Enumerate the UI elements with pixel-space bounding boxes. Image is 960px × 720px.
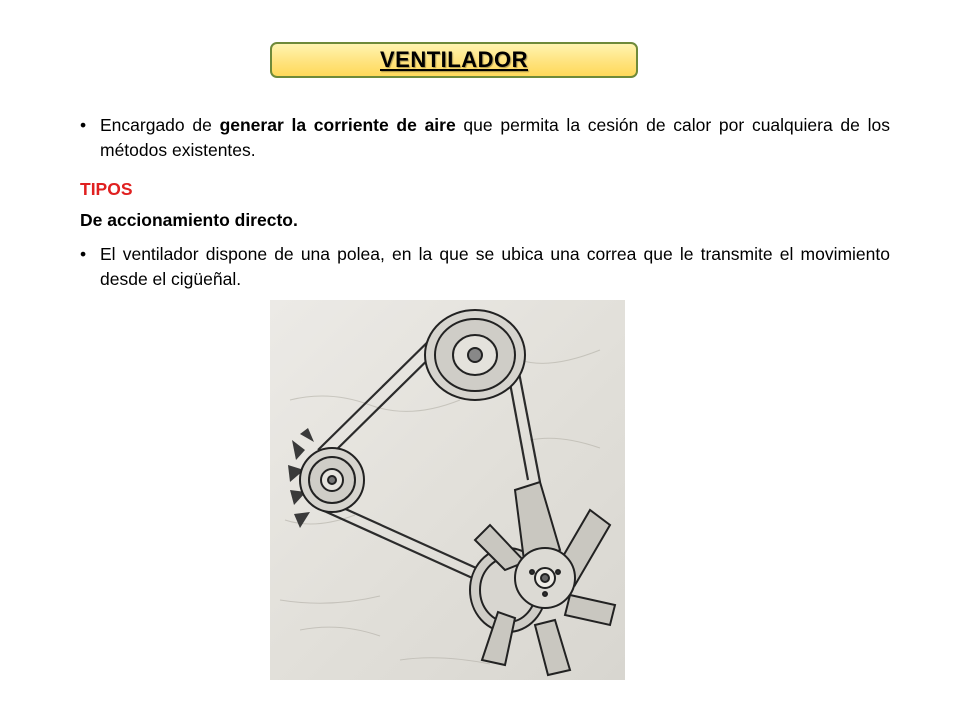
page-title: VENTILADOR [380,47,528,72]
bullet-text-1 [100,113,890,163]
title-banner [270,42,638,78]
upper-pulley [425,310,525,400]
bullet-marker: • [80,244,87,264]
subheading: De accionamiento directo. [80,210,298,230]
bullet-item-2 [80,242,890,292]
fan-belt-illustration [270,300,625,680]
tipos-heading: TIPOS [80,179,133,199]
bullet-text-post: que permita la cesión de calor por cualquiera de los métodos existentes. [100,115,890,160]
bullet-item-1 [80,113,890,163]
fan [470,482,615,675]
bullet-text-bold: generar la corriente de aire [219,115,456,135]
bullet-text-pre: Encargado de [100,115,220,135]
fan-belt-pulley-icon [270,300,625,680]
bullet-marker: • [80,115,87,135]
bullet-text-2: El ventilador dispone de una polea, en la que se ubica una correa que le transmite el movimiento desde el cigüeñal. [100,244,890,289]
